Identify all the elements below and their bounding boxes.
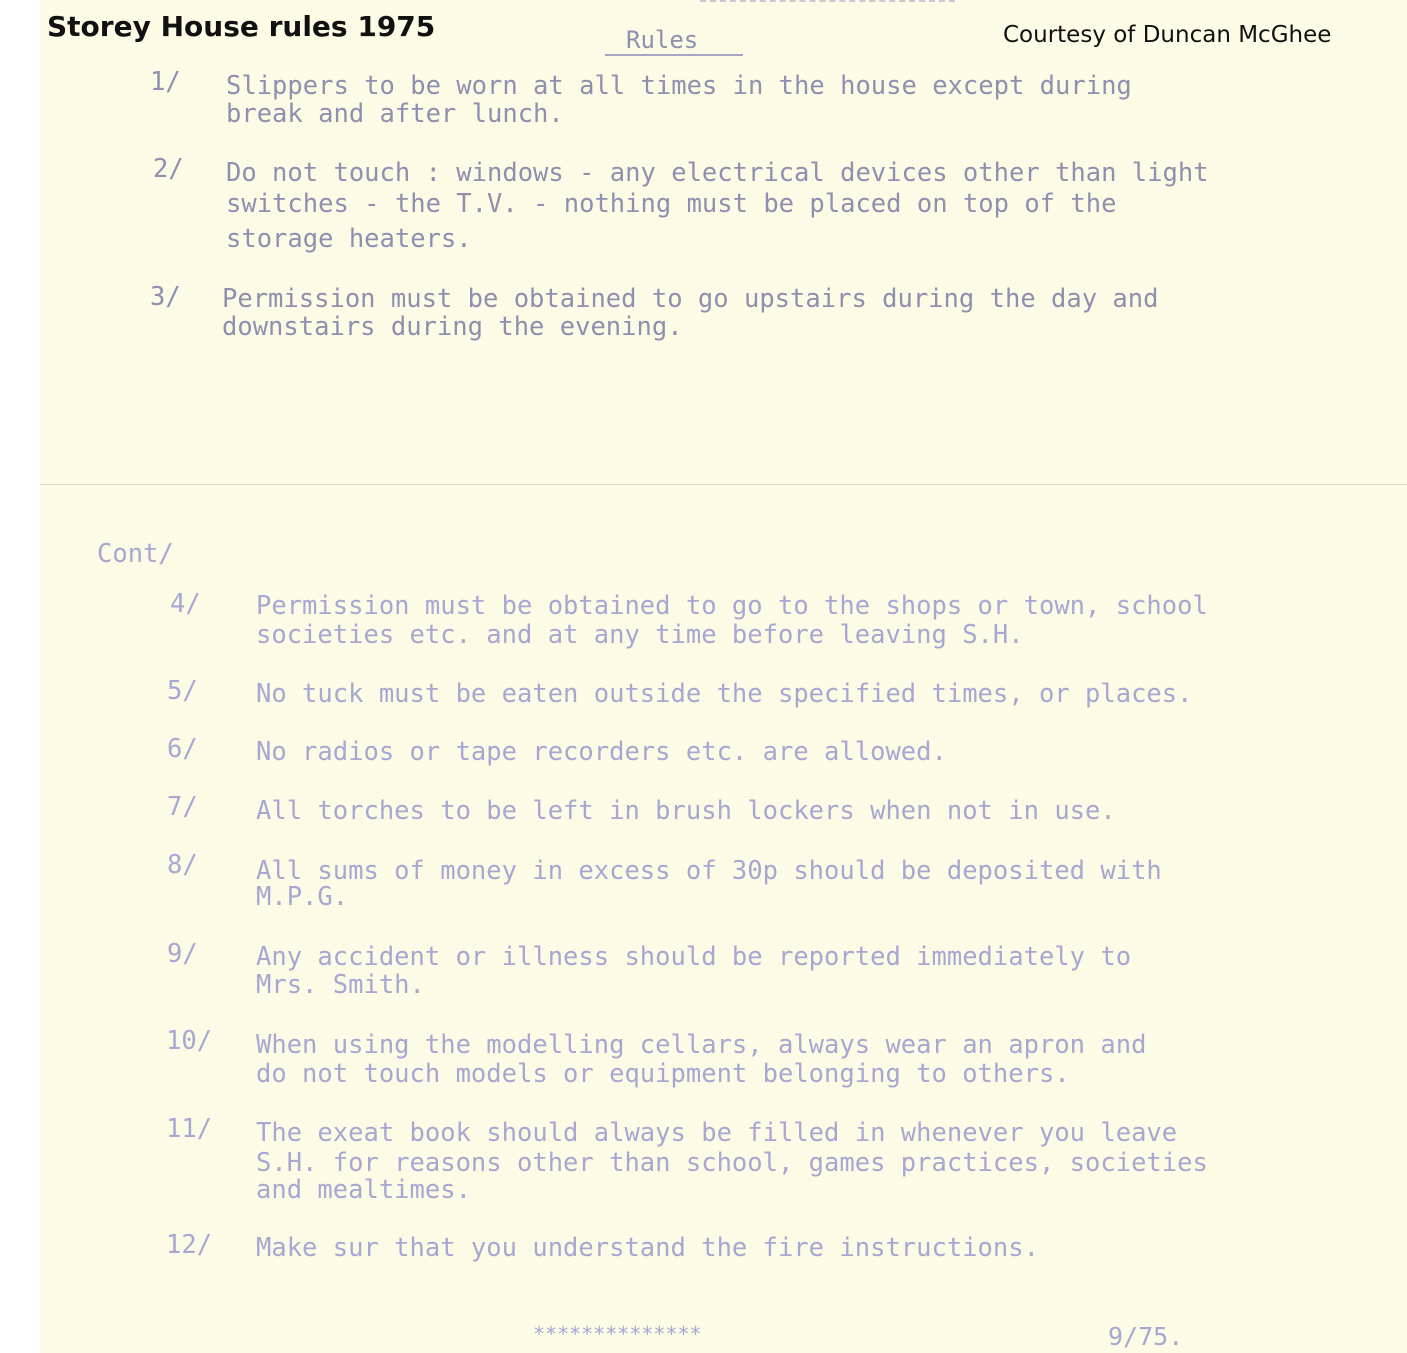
caption-title: Storey House rules 1975 — [47, 10, 436, 43]
rule-10-number: 10/ — [166, 1026, 213, 1056]
cut-off-top-line — [700, 0, 955, 5]
rule-12-line-1: Make sur that you understand the fire instructions. — [256, 1233, 1039, 1263]
rule-9-number: 9/ — [167, 939, 198, 969]
footer-date: 9/75. — [1108, 1322, 1184, 1351]
rule-9-line-1: Any accident or illness should be reported immediately to — [256, 942, 1132, 972]
rule-11-line-3: and mealtimes. — [256, 1175, 471, 1205]
rule-12-number: 12/ — [166, 1230, 213, 1260]
rule-7-number: 7/ — [167, 792, 198, 822]
rule-8-number: 8/ — [167, 850, 198, 880]
rule-10-line-1: When using the modelling cellars, always wear an apron and — [256, 1030, 1147, 1060]
rule-5-number: 5/ — [167, 676, 198, 706]
rule-5-line-1: No tuck must be eaten outside the specified times, or places. — [256, 679, 1193, 709]
rule-2-number: 2/ — [153, 154, 184, 184]
rule-1-number: 1/ — [150, 67, 181, 97]
rule-11-line-1: The exeat book should always be filled in whenever you leave — [256, 1118, 1178, 1148]
rule-3-line-2: downstairs during the evening. — [222, 312, 683, 342]
caption-courtesy: Courtesy of Duncan McGhee — [1003, 22, 1332, 48]
rule-4-line-2: societies etc. and at any time before leaving S.H. — [256, 620, 1024, 650]
footer-stars: ************** — [533, 1322, 702, 1346]
rule-3-line-1: Permission must be obtained to go upstairs during the day and — [222, 284, 1159, 314]
rule-3-number: 3/ — [150, 282, 181, 312]
rule-6-line-1: No radios or tape recorders etc. are allowed. — [256, 737, 947, 767]
rule-1-line-1: Slippers to be worn at all times in the house except during — [226, 71, 1132, 101]
rule-9-line-2: Mrs. Smith. — [256, 970, 425, 1000]
rule-7-line-1: All torches to be left in brush lockers when not in use. — [256, 796, 1116, 826]
rule-1-line-2: break and after lunch. — [226, 99, 564, 129]
rule-4-line-1: Permission must be obtained to go to the shops or town, school — [256, 591, 1208, 621]
rule-11-line-2: S.H. for reasons other than school, games practices, societies — [256, 1148, 1208, 1178]
continued-label: Cont/ — [97, 539, 174, 569]
rule-4-number: 4/ — [170, 589, 201, 619]
rule-8-line-2: M.P.G. — [256, 882, 349, 912]
rules-heading: Rules — [626, 26, 699, 54]
rule-2-line-2: switches - the T.V. - nothing must be placed on top of the — [226, 189, 1117, 219]
rule-2-line-1: Do not touch : windows - any electrical devices other than light — [226, 158, 1209, 188]
rule-2-line-3: storage heaters. — [226, 224, 472, 254]
rule-11-number: 11/ — [166, 1114, 213, 1144]
rule-10-line-2: do not touch models or equipment belonging to others. — [256, 1059, 1070, 1089]
rule-6-number: 6/ — [167, 734, 198, 764]
heading-underline — [605, 54, 743, 56]
rule-8-line-1: All sums of money in excess of 30p should be deposited with — [256, 856, 1162, 886]
page-fold-line — [40, 484, 1407, 485]
